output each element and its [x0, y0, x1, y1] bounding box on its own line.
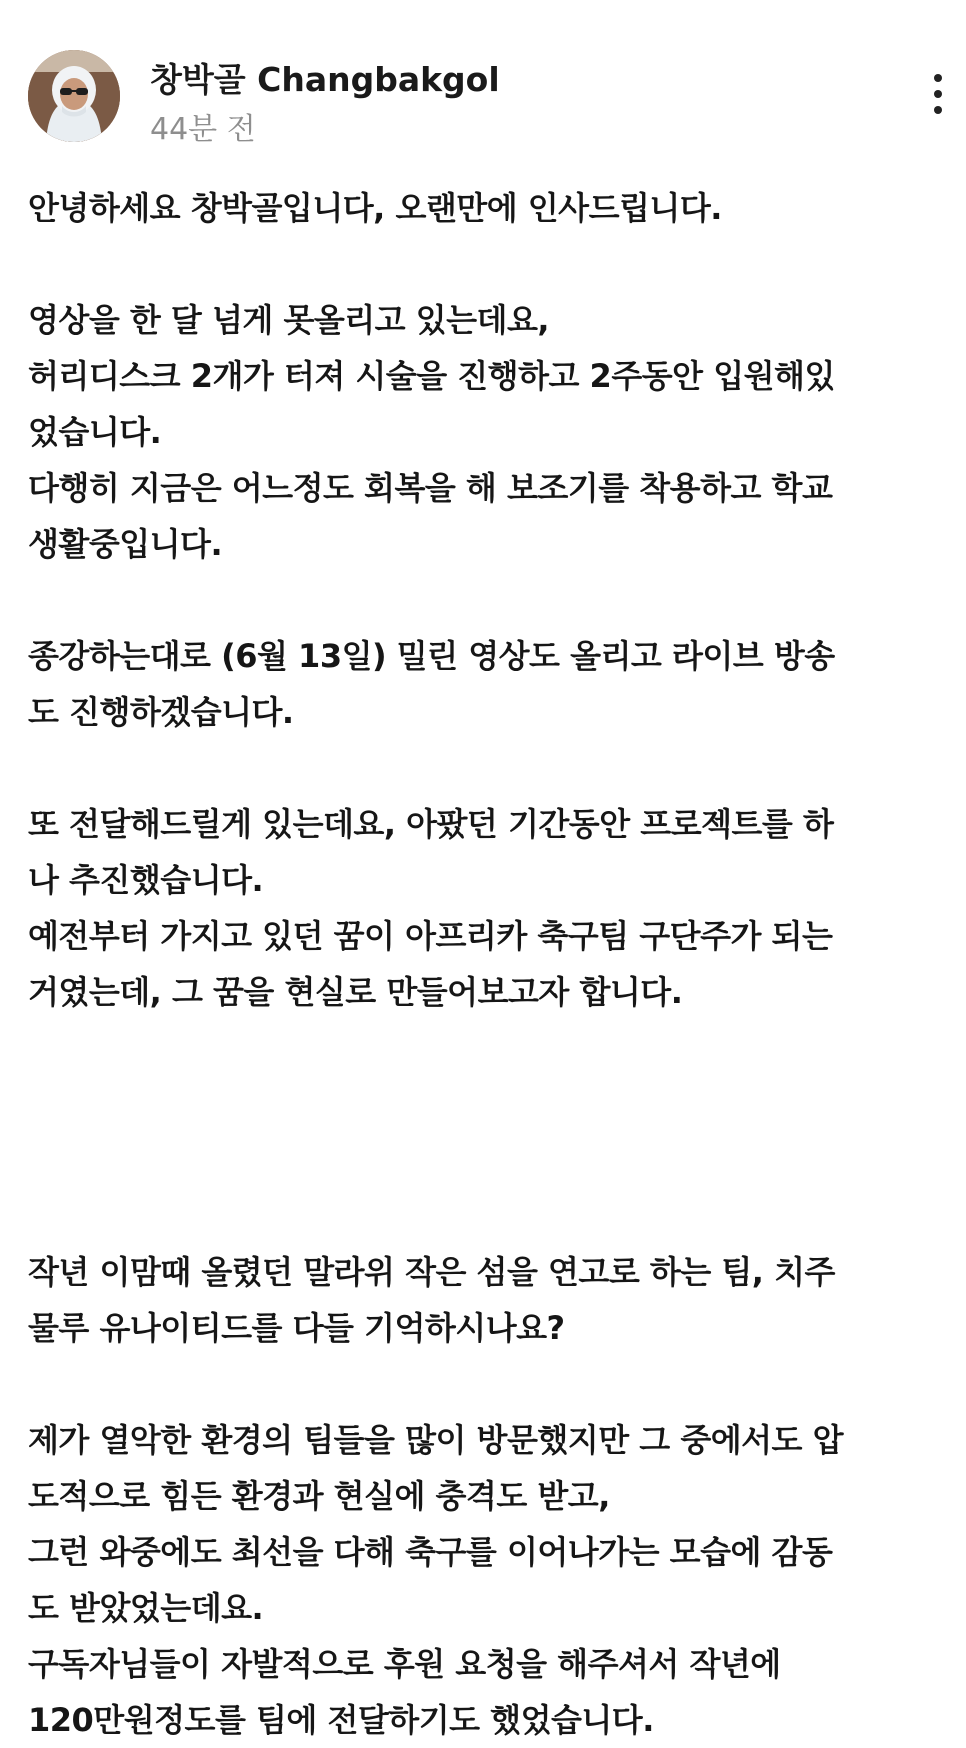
post-text-line: 종강하는대로 (6월 13일) 밀린 영상도 올리고 라이브 방송	[28, 637, 835, 675]
post-text-line: 허리디스크 2개가 터져 시술을 진행하고 2주동안 입원해있	[28, 357, 835, 395]
post-text-line: 구독자님들이 자발적으로 후원 요청을 해주셔서 작년에	[28, 1645, 781, 1683]
post-text-line: 안녕하세요 창박골입니다, 오랜만에 인사드립니다.	[28, 189, 722, 227]
post-text-line: 예전부터 가지고 있던 꿈이 아프리카 축구팀 구단주가 되는	[28, 917, 833, 955]
post-paragraph	[28, 1244, 938, 1356]
post-text-line: 120만원정도를 팀에 전달하기도 했었습니다.	[28, 1701, 654, 1739]
avatar-photo	[28, 50, 120, 142]
post-text-line: 생활중입니다.	[28, 525, 223, 563]
post-paragraph	[28, 292, 938, 572]
post-text-line: 그런 와중에도 최선을 다해 축구를 이어나가는 모습에 감동	[28, 1533, 833, 1571]
more-vertical-icon	[934, 74, 942, 82]
more-options-button[interactable]	[924, 74, 952, 118]
author-name[interactable]: 창박골 Changbakgol	[150, 60, 500, 99]
post-timestamp: 44분 전	[150, 112, 256, 147]
post-paragraph	[28, 1412, 938, 1748]
post-text-line: 작년 이맘때 올렸던 말라위 작은 섬을 연고로 하는 팀, 치주	[28, 1253, 835, 1291]
post-text-line: 나 추진했습니다.	[28, 861, 264, 899]
post-text-line: 물루 유나이티드를 다들 기억하시나요?	[28, 1309, 565, 1347]
post-text-line: 거였는데, 그 꿈을 현실로 만들어보고자 합니다.	[28, 973, 683, 1011]
post-paragraph	[28, 796, 938, 1020]
post-header	[28, 50, 938, 145]
post-paragraph	[28, 628, 938, 740]
post-text-line: 도 받았었는데요.	[28, 1589, 264, 1627]
post-text-line: 영상을 한 달 넘게 못올리고 있는데요,	[28, 301, 550, 339]
post-text-line: 다행히 지금은 어느정도 회복을 해 보조기를 착용하고 학교	[28, 469, 833, 507]
post-text-line: 도적으로 힘든 환경과 현실에 충격도 받고,	[28, 1477, 610, 1515]
post-text-line: 도 진행하겠습니다.	[28, 693, 294, 731]
post-body	[28, 180, 938, 1748]
post-text-line: 었습니다.	[28, 413, 162, 451]
post-text-line: 제가 열악한 환경의 팀들을 많이 방문했지만 그 중에서도 압	[28, 1421, 844, 1459]
author-avatar[interactable]	[28, 50, 120, 142]
post-text-line: 또 전달해드릴게 있는데요, 아팠던 기간동안 프로젝트를 하	[28, 805, 834, 843]
post-paragraph	[28, 180, 938, 236]
